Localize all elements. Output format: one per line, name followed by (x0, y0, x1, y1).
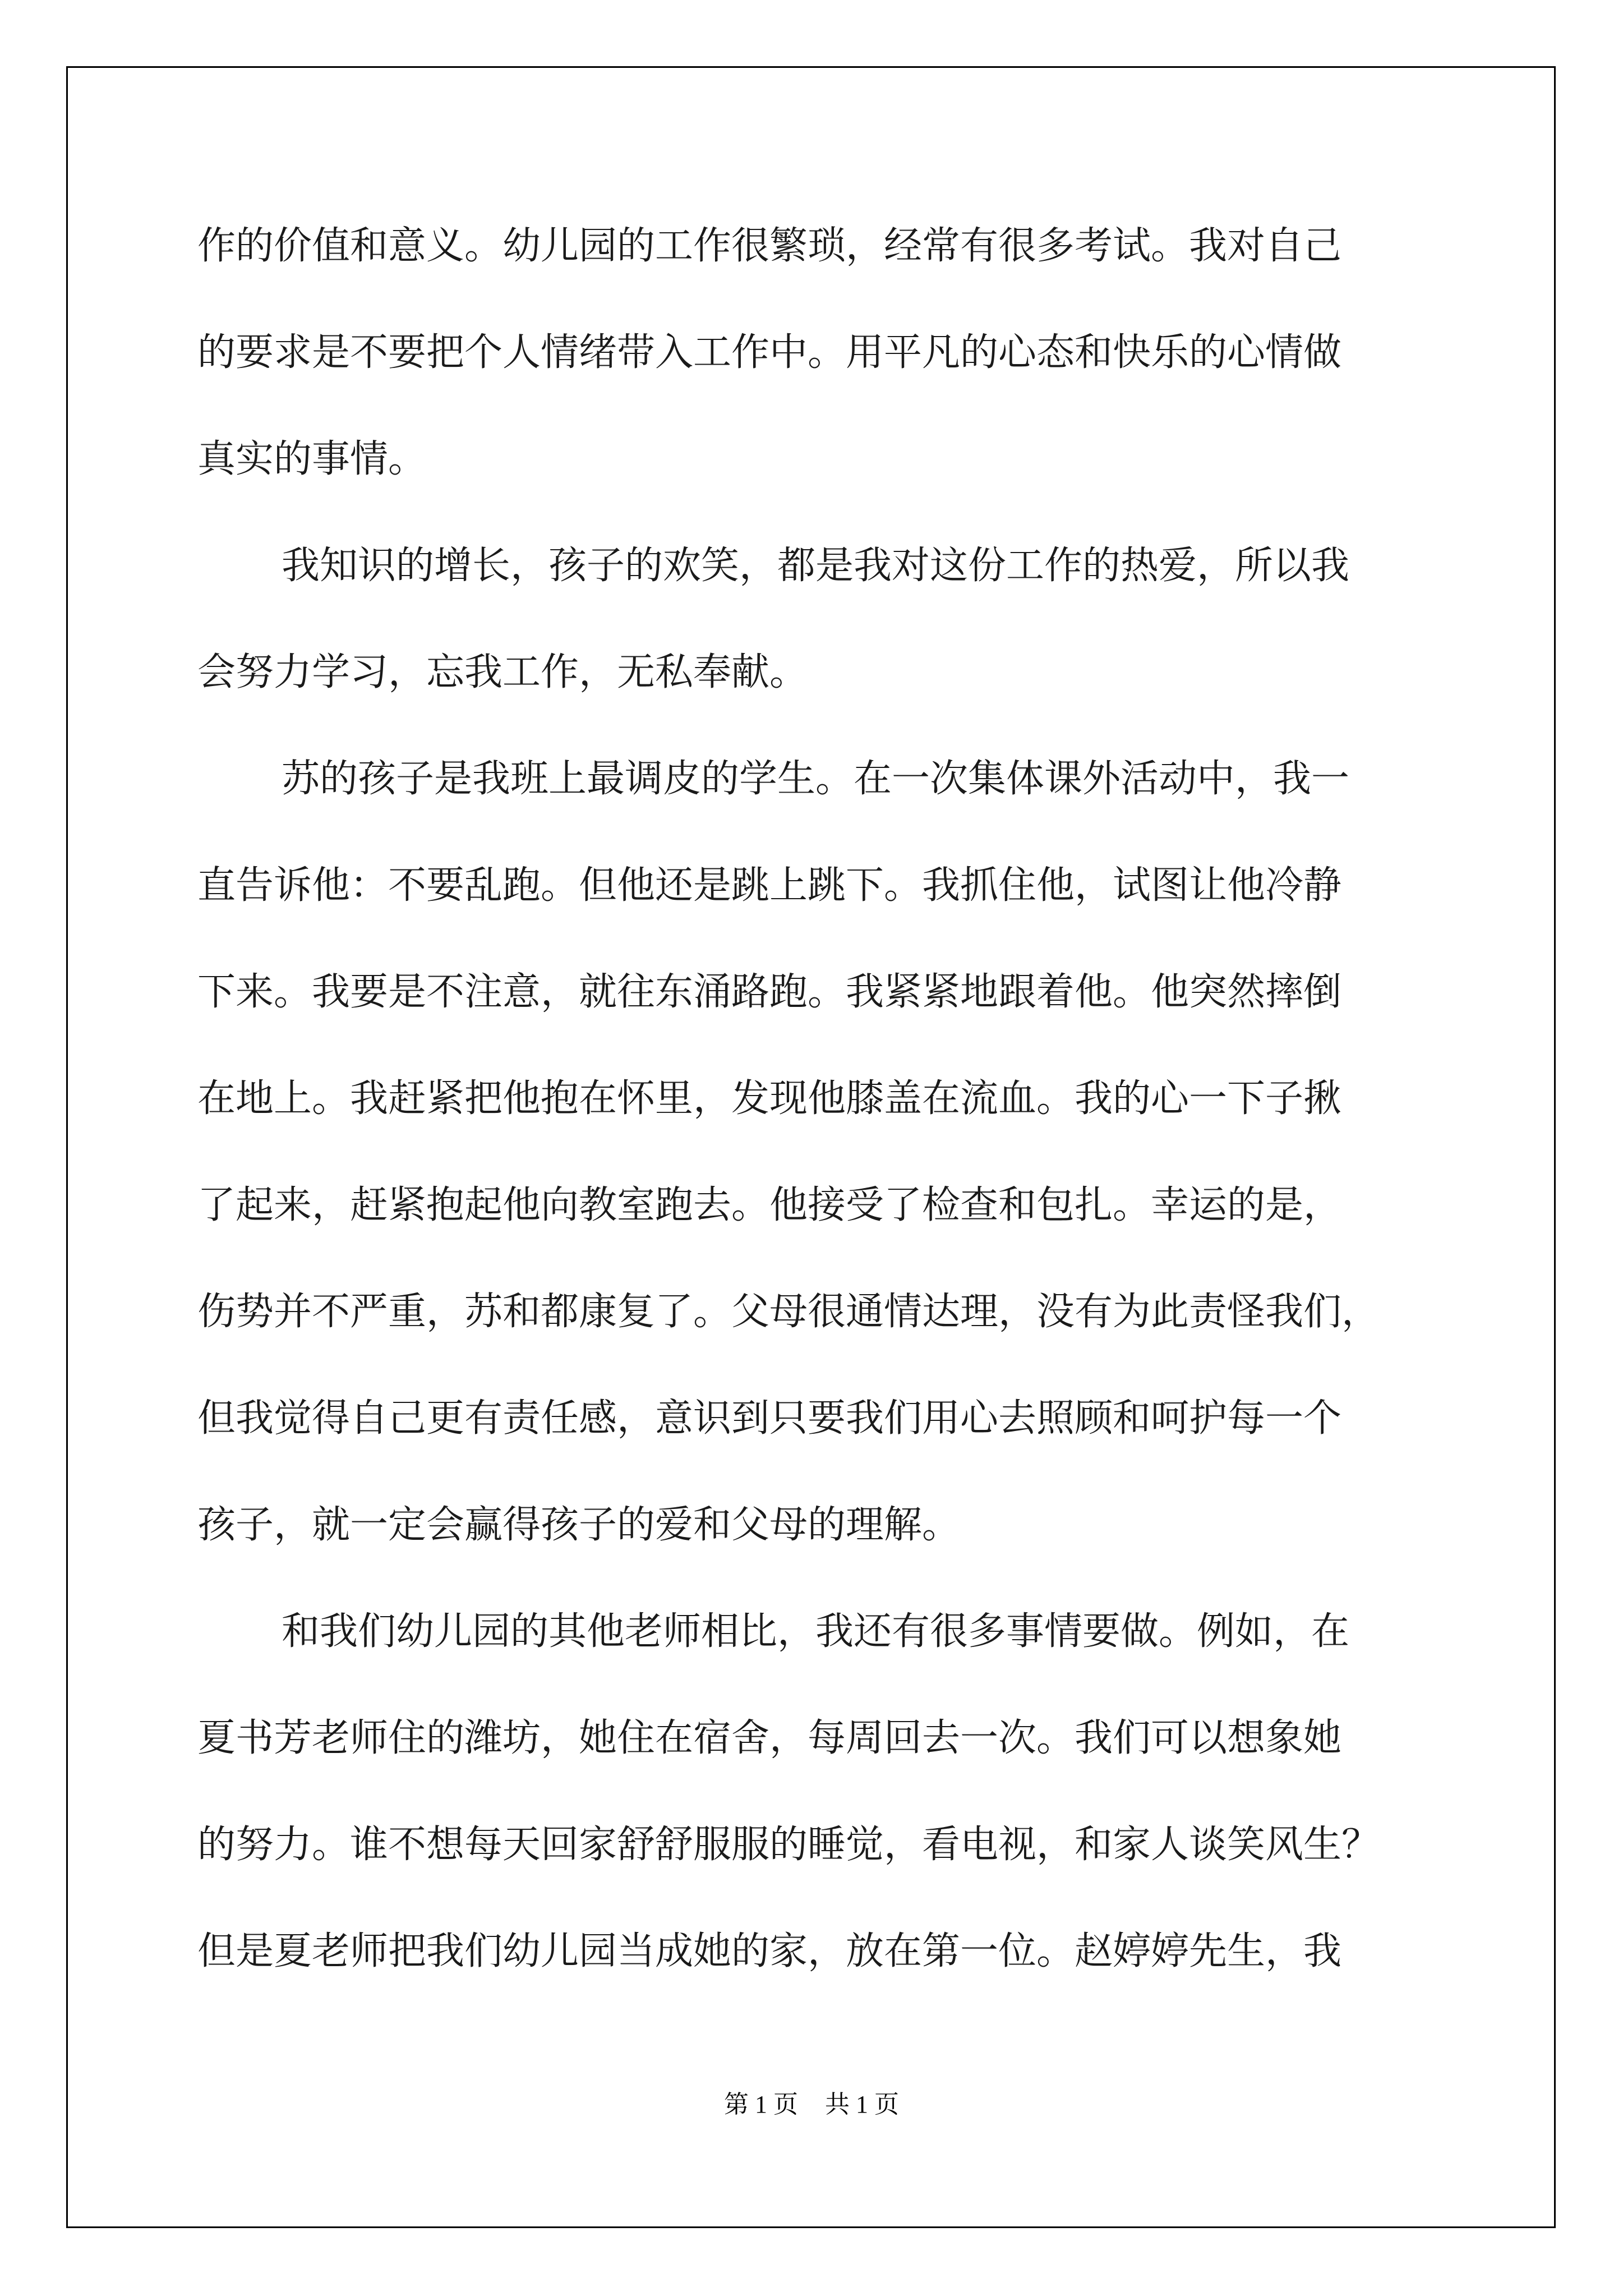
text-line: 作的价值和意义。幼儿园的工作很繁琐，经常有很多考试。我对自己 (197, 224, 1342, 268)
paragraph-start-line: 我知识的增长，孩子的欢笑，都是我对这份工作的热爱，所以我 (282, 544, 1350, 588)
text-line: 但是夏老师把我们幼儿园当成她的家，放在第一位。赵婷婷先生，我 (197, 1929, 1342, 1973)
paragraph-start-line: 和我们幼儿园的其他老师相比，我还有很多事情要做。例如，在 (282, 1609, 1350, 1654)
text-line: 的努力。谁不想每天回家舒舒服服的睡觉，看电视，和家人谈笑风生？ (197, 1823, 1380, 1867)
text-line: 了起来，赶紧抱起他向教室跑去。他接受了检查和包扎。幸运的是， (197, 1183, 1342, 1227)
text-line: 会努力学习，忘我工作，无私奉献。 (197, 650, 808, 694)
text-line: 在地上。我赶紧把他抱在怀里，发现他膝盖在流血。我的心一下子揪 (197, 1076, 1342, 1121)
text-line: 的要求是不要把个人情绪带入工作中。用平凡的心态和快乐的心情做 (197, 330, 1342, 375)
text-line: 真实的事情。 (197, 437, 427, 481)
document-body (197, 215, 1459, 2027)
text-line: 但我觉得自己更有责任感，意识到只要我们用心去照顾和呵护每一个 (197, 1396, 1342, 1441)
text-line: 直告诉他：不要乱跑。但他还是跳上跳下。我抓住他，试图让他冷静 (197, 863, 1342, 908)
text-line: 下来。我要是不注意，就往东涌路跑。我紧紧地跟着他。他突然摔倒 (197, 970, 1342, 1014)
paragraph-start-line: 苏的孩子是我班上最调皮的学生。在一次集体课外活动中，我一 (282, 757, 1350, 801)
page-number: 第 1 页 (724, 2091, 798, 2118)
text-line: 孩子，就一定会赢得孩子的爱和父母的理解。 (197, 1503, 961, 1547)
page-total: 共 1 页 (825, 2091, 899, 2118)
page-footer (0, 2084, 1623, 2120)
text-line: 伤势并不严重，苏和都康复了。父母很通情达理，没有为此责怪我们， (197, 1290, 1380, 1334)
text-line: 夏书芳老师住的潍坊，她住在宿舍，每周回去一次。我们可以想象她 (197, 1716, 1342, 1760)
